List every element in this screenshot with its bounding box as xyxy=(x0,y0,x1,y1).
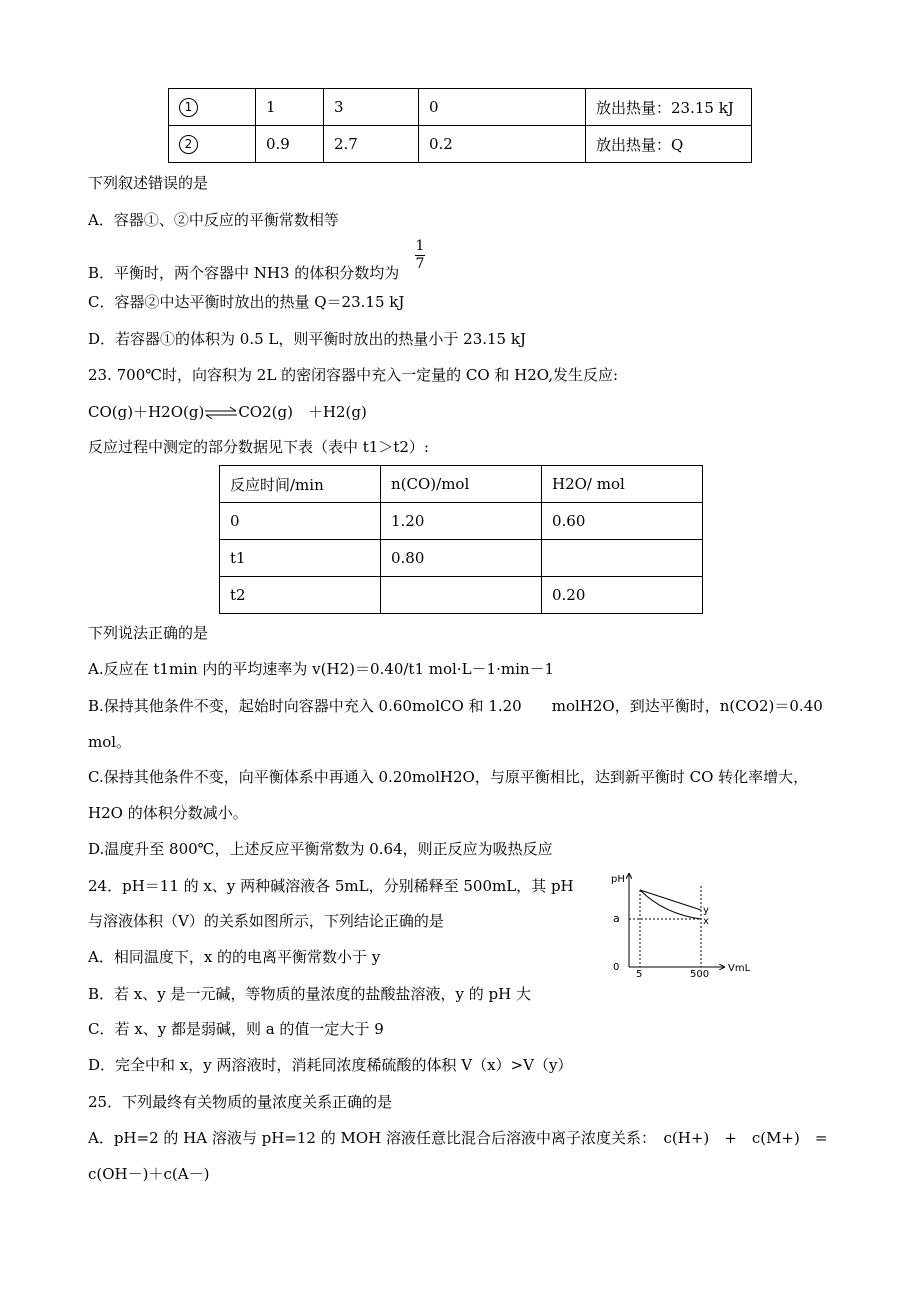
y-axis-label: pH xyxy=(611,874,625,885)
x-tick-label: 5 xyxy=(636,969,643,978)
q22-option-c: C．容器②中达平衡时放出的热量 Q＝23.15 kJ xyxy=(88,293,405,311)
origin-label: 0 xyxy=(613,962,620,973)
q24-option-b: B．若 x、y 是一元碱，等物质的量浓度的盐酸盐溶液，y 的 pH 大 xyxy=(88,985,531,1003)
q25-option-a-line1: A．pH=2 的 HA 溶液与 pH=12 的 MOH 溶液任意比混合后溶液中离子浓度关系： c(H+) + c(M+) = xyxy=(88,1129,828,1147)
q23-option-a: A.反应在 t1min 内的平均速率为 v(H2)＝0.40/t1 mol·L－1·min－1 xyxy=(88,660,555,678)
q23-option-b-line2: mol。 xyxy=(88,733,132,751)
x-axis-label: VmL xyxy=(728,963,751,974)
reaction-data-table xyxy=(219,465,703,614)
q23-option-b-line1: B.保持其他条件不变，起始时向容器中充入 0.60molCO 和 1.20 molH2O，到达平衡时，n(CO2)＝0.40 xyxy=(88,697,823,715)
q22-option-a: A．容器①、②中反应的平衡常数相等 xyxy=(88,211,339,229)
curve-y xyxy=(640,890,701,910)
table-row: 2 0.9 2.7 0.2 放出热量：Q xyxy=(169,126,752,163)
table-row: t1 0.80 xyxy=(220,540,703,577)
a-label: a xyxy=(613,912,620,925)
fraction: $\frac{1}{7}$ xyxy=(415,238,425,272)
curve-x xyxy=(640,890,701,919)
table-header-row: 反应时间/min n(CO)/mol H2O/ mol xyxy=(220,466,703,503)
q23-option-c-line2: H2O 的体积分数减小。 xyxy=(88,804,248,822)
q23-option-d: D.温度升至 800℃，上述反应平衡常数为 0.64，则正反应为吸热反应 xyxy=(88,840,553,858)
q24-option-a: A．相同温度下，x 的的电离平衡常数小于 y xyxy=(88,948,381,966)
q23-option-c-line1: C.保持其他条件不变，向平衡体系中再通入 0.20molH2O，与原平衡相比，达到新平衡时 CO 转化率增大， xyxy=(88,768,809,786)
curve-x-label: x xyxy=(703,916,709,927)
q24-option-c: C．若 x、y 都是弱碱，则 a 的值一定大于 9 xyxy=(88,1020,384,1038)
q25-stem: 25．下列最终有关物质的量浓度关系正确的是 xyxy=(88,1093,393,1111)
q22-option-b: B．平衡时，两个容器中 NH3 的体积分数均为 xyxy=(88,264,400,282)
q24-stem-line2: 与溶液体积（V）的关系如图所示，下列结论正确的是 xyxy=(88,912,444,930)
q23-table-intro: 反应过程中测定的部分数据见下表（表中 t1＞t2）: xyxy=(88,438,429,456)
q22-prompt: 下列叙述错误的是 xyxy=(88,174,209,192)
q23-equation: CO(g)＋H2O(g) CO2(g) ＋H2(g) xyxy=(88,403,367,421)
table-row: 1 1 3 0 放出热量：23.15 kJ xyxy=(169,89,752,126)
q24-stem-line1: 24．pH＝11 的 x、y 两种碱溶液各 5mL，分别稀释至 500mL，其 pH xyxy=(88,877,574,895)
table-row: 0 1.20 0.60 xyxy=(220,503,703,540)
ph-dilution-graph xyxy=(606,866,766,978)
equilibrium-arrow-icon xyxy=(204,406,238,420)
q24-option-d: D．完全中和 x，y 两溶液时，消耗同浓度稀硫酸的体积 V（x）>V（y） xyxy=(88,1056,573,1074)
q22-option-d: D．若容器①的体积为 0.5 L，则平衡时放出的热量小于 23.15 kJ xyxy=(88,330,526,348)
table-row: t2 0.20 xyxy=(220,577,703,614)
container-number: 1 xyxy=(179,98,198,117)
q23-stem: 23. 700℃时，向容积为 2L 的密闭容器中充入一定量的 CO 和 H2O,发生反应: xyxy=(88,366,619,384)
q23-prompt: 下列说法正确的是 xyxy=(88,624,209,642)
container-number: 2 xyxy=(179,135,198,154)
q25-option-a-line2: c(OH－)＋c(A－) xyxy=(88,1165,210,1183)
curve-y-label: y xyxy=(703,905,709,916)
equilibrium-table xyxy=(168,88,752,163)
x-tick-label: 500 xyxy=(690,969,710,978)
